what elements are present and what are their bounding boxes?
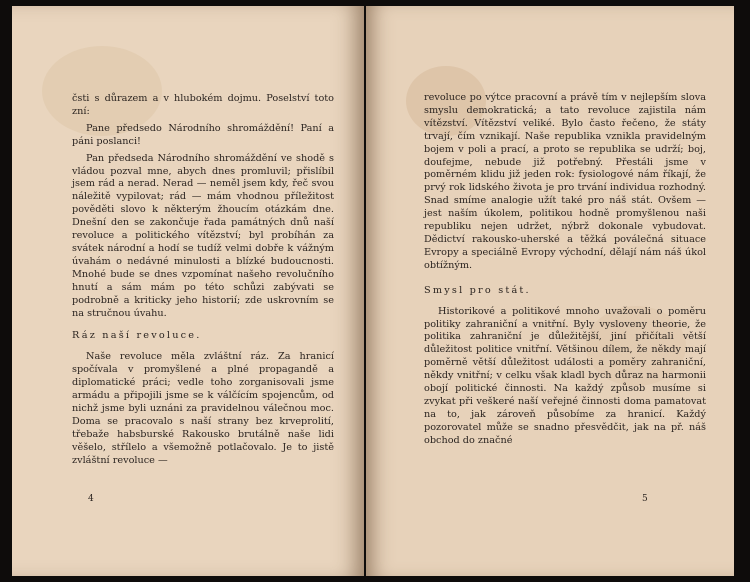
left-paragraph-1: čsti s důrazem a v hlubokém dojmu. Poselství toto zní:	[72, 93, 334, 117]
right-paragraph-2: Historikové a politikové mnoho uvažovali o poměru politiky zahraniční a vnitřní. Byly vysloveny theorie, že politika zahraniční je důležitější, jiní přičítali větší důležitost politice vnitřní. Většinou dílem, že někdy mají poměrně větší důležitost události a poměry zahraniční, někdy vnitřní; v celku však kladl bych důraz na harmonii obojí politické činnosti. Na každý způsob musíme si zvykat při veškeré naší veřejné činnosti doma pamatovat na to, jak zároveň působíme za hranicí. Každý pozorovatel může se snadno přesvědčit, jak na př. náš obchod do značné	[424, 305, 706, 446]
section-heading-right: Smysl pro stát.	[424, 284, 531, 296]
right-paragraph-1: revoluce po výtce pracovní a právě tím v nejlepším slova smyslu demokratická; a tato revoluce zajistila nám vítězství. Vítězství veliké. Bylo často řečeno, že státy trvají, čím vznikají. Naše republika vznikla pravidelným bojem v poli a prací, a proto se republika se udrží; boj, doufejme, nebude již potřebný. Přestáli jsme v poměrném klidu již jeden rok: fysiologové nám říkají, že prvý rok lidského života je pro trvání individua rozhodný. Snad smíme analogie užít také pro náš stát. Ovšem — jest naším úkolem, politikou hodně promyšlenou naši republiku nejen udržet, nýbrž dokonale vybudovat. Dědictví rakousko-uherské a těžká poválečná situace Evropy a speciálně Evropy východní, dělají nám náš úkol obtížným.	[424, 92, 706, 271]
left-paragraph-4: Naše revoluce měla zvláštní ráz. Za hranicí spočívala v promyšlené a plné propagandě a diplomatické práci; vedle toho zorganisovali jsme armádu a připojili jsme se k válčícím spojencům, od nichž jsme byli uznáni za pravidelnou válečnou moc. Doma se pracovalo s naší strany bez krveprolití, třebaže habsburské Rakousko brutálně naše lidi věšelo, střílelo a všemožně potlačovalo. Je to jistě zvláštní revoluce —	[72, 351, 334, 466]
left-page	[12, 6, 364, 576]
left-page-text	[72, 93, 334, 467]
page-number-right: 5	[642, 494, 648, 504]
left-paragraph-3: Pan předseda Národního shromáždění ve shodě s vládou pozval mne, abych dnes promluvil; přislíbil jsem rád a nerad. Nerad — neměl jsem kdy, řeč svou náležitě vypilovat; rád — mám vhodnou příležitost pověděti slovo k některým žhoucím otázkám dne. Dnešní den se zakončuje řada památných dnů naší revoluce a politického vítězství; byl probíhán za svátek národní a hodí se tudíž velmi dobře k vážným úvahám o nedávné minulosti a blízké budoucnosti. Mnohé bude se dnes vzpomínat našeho revolučního hnutí a sám mám po této schůzi zabývati se podrobně a kriticky jeho historií; zde uskrovním se na stručnou úvahu.	[72, 152, 334, 319]
section-heading-left: Ráz naší revoluce.	[72, 330, 202, 342]
page-number-left: 4	[88, 494, 94, 504]
right-page-text	[424, 92, 706, 448]
left-paragraph-2: Pane předsedo Národního shromáždění! Paní a páni poslanci!	[72, 122, 334, 147]
right-page	[366, 6, 734, 576]
